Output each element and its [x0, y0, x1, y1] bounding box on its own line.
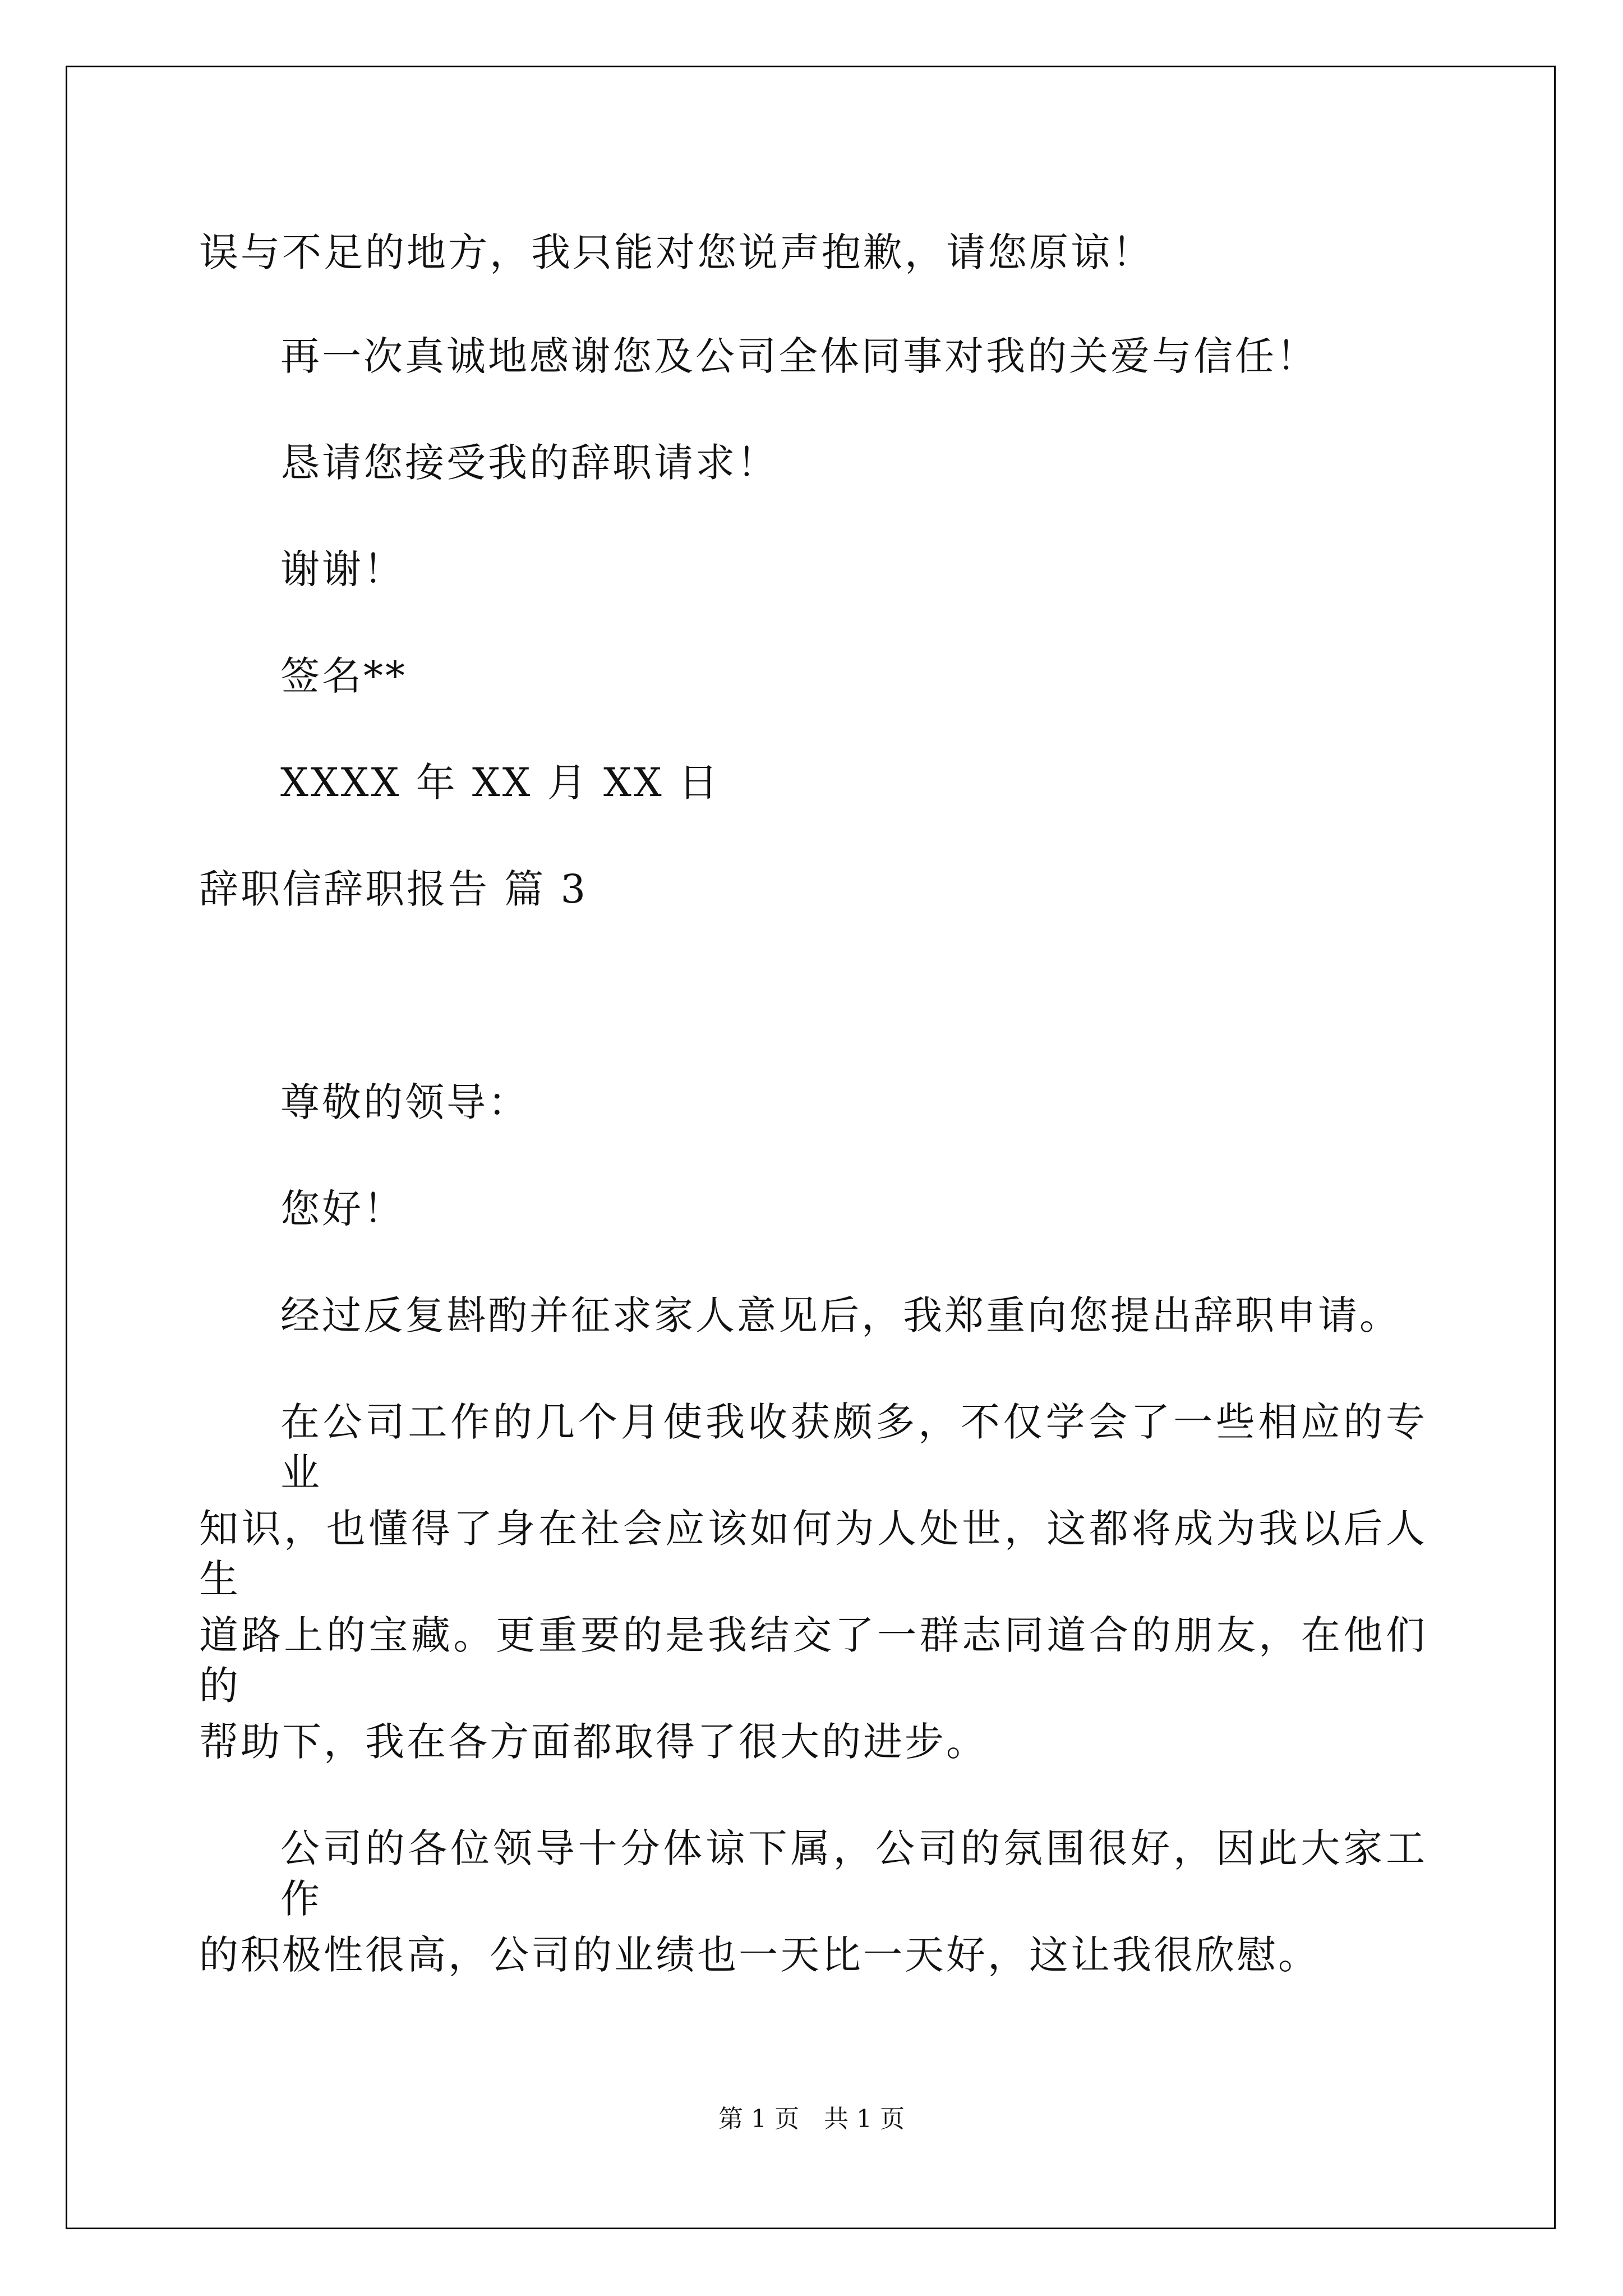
text-line: 道路上的宝藏。更重要的是我结交了一群志同道合的朋友，在他们的 — [199, 1612, 1427, 1709]
text-line: 在公司工作的几个月使我收获颇多，不仅学会了一些相应的专业 — [280, 1399, 1427, 1496]
section-heading: 辞职信辞职报告 篇 3 — [199, 866, 588, 912]
text-line: 知识，也懂得了身在社会应该如何为人处世，这都将成为我以后人生 — [199, 1506, 1427, 1602]
page-footer: 第 1 页 共 1 页 — [718, 2105, 905, 2133]
date-line: XXXX 年 XX 月 XX 日 — [280, 760, 720, 806]
signature-line: 签名** — [280, 653, 407, 699]
greeting: 您好！ — [280, 1186, 405, 1232]
text-line: 再一次真诚地感谢您及公司全体同事对我的关爱与信任！ — [280, 333, 1318, 379]
text-line: 帮助下，我在各方面都取得了很大的进步。 — [199, 1719, 988, 1765]
text-line: 谢谢！ — [280, 546, 405, 592]
text-line: 公司的各位领导十分体谅下属，公司的氛围很好，因此大家工作 — [280, 1825, 1427, 1922]
text-line: 误与不足的地方，我只能对您说声抱歉，请您原谅！ — [199, 229, 1154, 275]
text-line: 恳请您接受我的辞职请求！ — [280, 440, 778, 486]
salutation: 尊敬的领导： — [280, 1079, 529, 1125]
text-line: 经过反复斟酌并征求家人意见后，我郑重向您提出辞职申请。 — [280, 1292, 1401, 1338]
text-line: 的积极性很高，公司的业绩也一天比一天好，这让我很欣慰。 — [199, 1932, 1320, 1978]
